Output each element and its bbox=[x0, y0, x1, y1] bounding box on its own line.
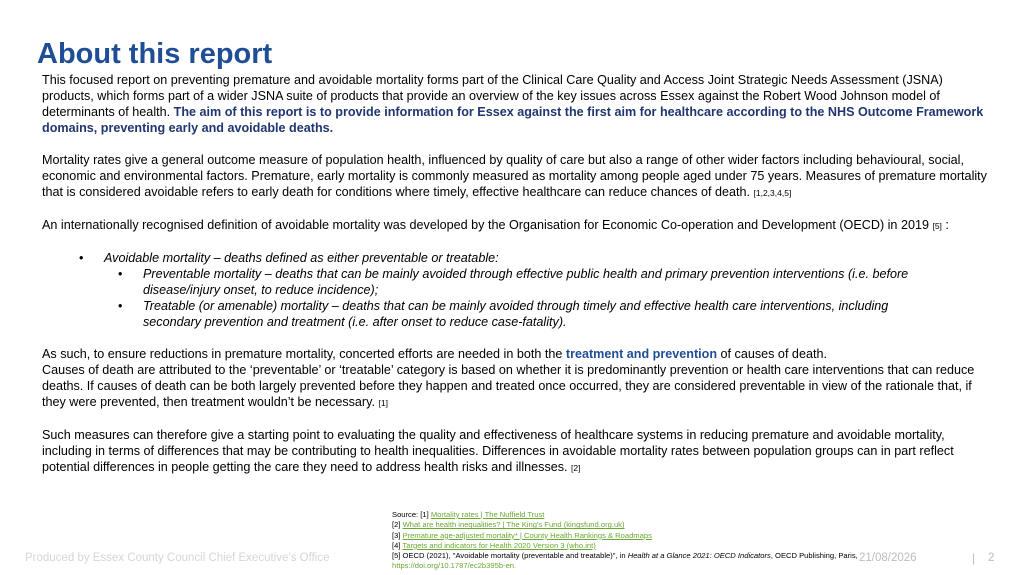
health-inequalities-text: Such measures can therefore give a starting point to evaluating the quality and effectiveness of healthcare systems in reducing premature and avoidable mortality, including in terms of differences that may be contributing to health inequalities. Differences in avoidable mortality rates between population groups can in part reflect potential differences in people getting the care they need to address health risks and illnesses. bbox=[42, 428, 954, 474]
footer-separator: | bbox=[972, 551, 976, 565]
treatment-prevention-paragraph bbox=[42, 346, 990, 362]
treatment-prevention-tail: of causes of death. bbox=[717, 347, 827, 361]
reference-marker: [5] bbox=[932, 221, 942, 231]
intro-text: This focused report on preventing premature and avoidable mortality forms part of the Clinical Care Quality and Access Joint Strategic Needs Assessment (JSNA) products, which forms part of a wider JSNA suite of products that provide an overview of the key issues across Essex against the Robert Wood Johnson model of determinants of health. bbox=[42, 73, 943, 119]
source-link-kings-fund[interactable]: What are health inequalities? | The King's Fund (kingsfund.org.uk) bbox=[402, 520, 625, 530]
treatable-mortality-bullet: • Treatable (or amenable) mortality – deaths that can be mainly avoided through timely and effective health care interventions, including secondary prevention and treatment (i.e. after onset to reduce case-fatality). bbox=[42, 298, 923, 330]
source-4 bbox=[392, 541, 862, 551]
page-title: About this report bbox=[37, 38, 273, 70]
source-5-text: [5] OECD (2021), "Avoidable mortality (preventable and treatable)", in bbox=[392, 551, 628, 561]
oecd-definition-text: An internationally recognised definition of avoidable mortality was developed by the Organisation for Economic Co-operation and Development (OECD) in 2019 bbox=[42, 218, 933, 232]
source-3 bbox=[392, 531, 862, 541]
oecd-definition-paragraph bbox=[42, 217, 990, 234]
source-prefix: [3] bbox=[392, 530, 403, 540]
reference-marker: [2] bbox=[571, 463, 581, 473]
oecd-definition-tail: : bbox=[941, 218, 949, 232]
mortality-rates-paragraph bbox=[42, 152, 990, 201]
source-prefix: Source: [1] bbox=[392, 510, 431, 519]
source-2 bbox=[392, 520, 862, 530]
preventable-mortality-bullet: • Preventable mortality – deaths that can be mainly avoided through effective public health and primary prevention interventions (i.e. before disease/injury onset, to reduce incidence); bbox=[42, 266, 923, 298]
mortality-rates-text: Mortality rates give a general outcome measure of population health, influenced by quality of care but also a range of other wider factors including behavioural, social, economic and environmental factors. Premature, early mortality is commonly measured as mortality among people aged under 75 years. Measures of premature mortality that is considered avoidable refers to early death for conditions where timely, effective healthcare can reduce chances of death. bbox=[42, 153, 987, 199]
reference-marker: [1,2,3,4,5] bbox=[753, 188, 792, 198]
source-5-title: Health at a Glance 2021: OECD Indicators bbox=[627, 551, 771, 561]
attribution-text: Causes of death are attributed to the ‘preventable’ or ‘treatable’ category is based on whether it is predominantly prevention or health care interventions that can reduce deaths. If causes of death can be both largely prevented before they happen and treated once occurred, they are considered preventable in view of the rationale that, if they were prevented, then treatment wouldn’t be necessary. bbox=[42, 363, 975, 409]
aim-statement: The aim of this report is to provide information for Essex against the first aim for healthcare according to the NHS Outcome Framework domains, preventing early and avoidable deaths. bbox=[42, 105, 984, 135]
definition-list bbox=[42, 250, 990, 330]
report-body bbox=[42, 72, 990, 476]
source-5-tail: , OECD Publishing, Paris, bbox=[770, 551, 858, 561]
source-5 bbox=[392, 551, 862, 572]
sources-block bbox=[392, 510, 862, 572]
source-link-county-health[interactable]: Premature age-adjusted mortality* | County Health Rankings & Roadmaps bbox=[402, 530, 652, 540]
source-link-nuffield[interactable]: Mortality rates | The Nuffield Trust bbox=[430, 510, 545, 519]
source-prefix: [2] bbox=[392, 520, 403, 530]
source-prefix: [4] bbox=[392, 540, 403, 550]
footer-producer: Produced by Essex County Council Chief Executive’s Office bbox=[25, 552, 330, 564]
reference-marker: [1] bbox=[378, 398, 388, 408]
health-inequalities-paragraph bbox=[42, 427, 990, 476]
source-5-doi[interactable]: https://doi.org/10.1787/ec2b395b-en. bbox=[392, 561, 517, 571]
attribution-paragraph bbox=[42, 362, 990, 411]
page-number: 2 bbox=[988, 552, 995, 564]
source-1 bbox=[392, 510, 862, 520]
avoidable-mortality-bullet: • Avoidable mortality – deaths defined as either preventable or treatable: bbox=[42, 250, 990, 266]
treatment-prevention-highlight: treatment and prevention bbox=[565, 347, 718, 361]
footer-date: 21/08/2026 bbox=[859, 552, 917, 564]
source-link-who[interactable]: Targets and indicators for Health 2020 Version 3 (who.int) bbox=[402, 540, 596, 550]
treatment-prevention-text: As such, to ensure reductions in premature mortality, concerted efforts are needed in both the bbox=[42, 347, 566, 361]
intro-paragraph bbox=[42, 72, 990, 136]
